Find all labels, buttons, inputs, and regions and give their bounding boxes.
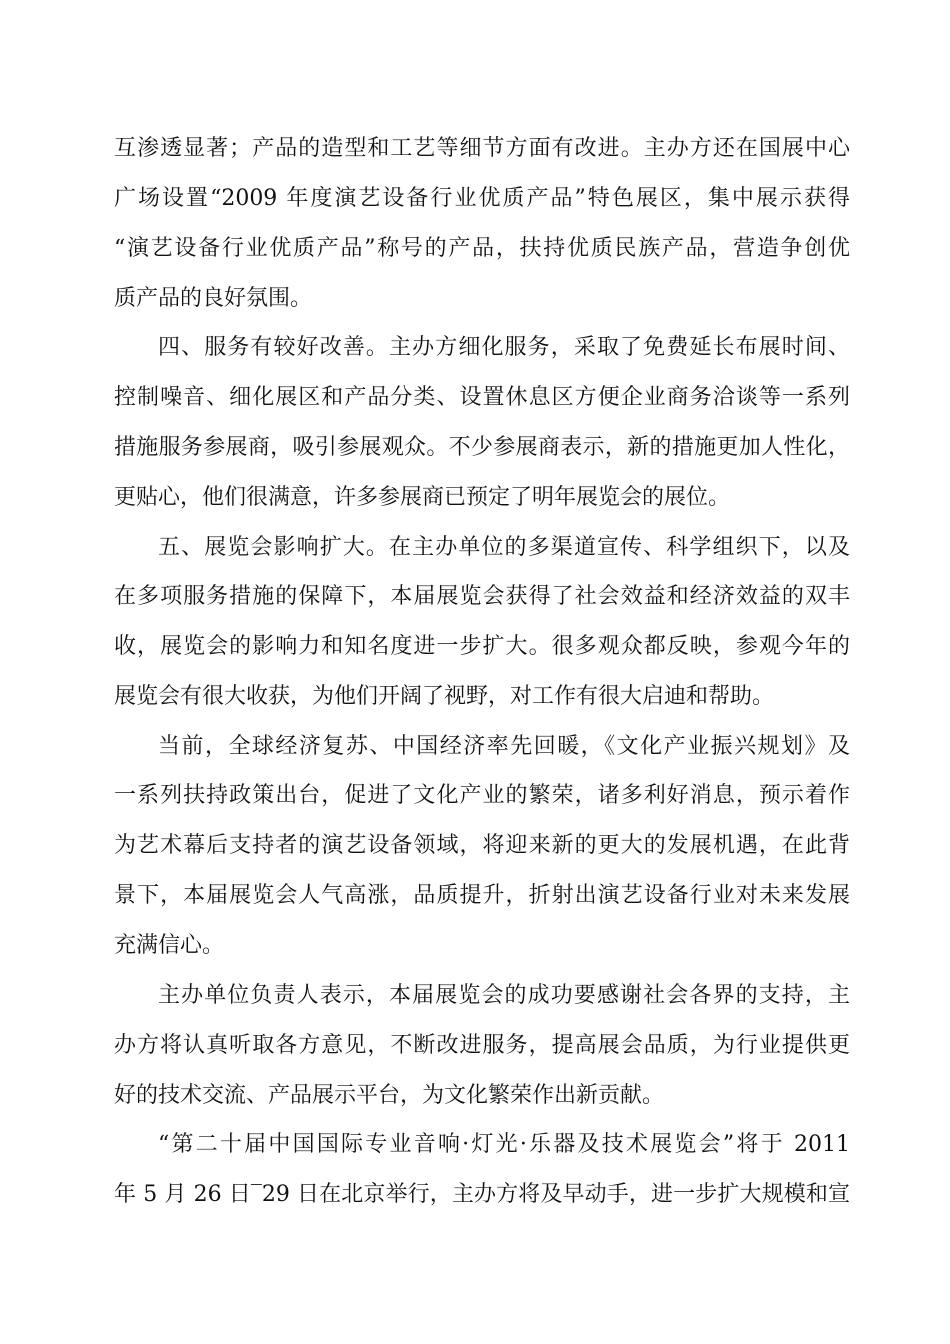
text-line: 广场设置“2009 年度演艺设备行业优质产品”特色展区，集中展示获得 [114,186,850,211]
text-line: 控制噪音、细化展区和产品分类、设置休息区方便企业商务洽谈等一系列 [114,385,850,410]
text-line: 收，展览会的影响力和知名度进一步扩大。很多观众都反映，参观今年的 [114,634,850,659]
text-line: 为艺术幕后支持者的演艺设备领域，将迎来新的更大的发展机遇，在此背 [114,833,850,858]
text-line: 展览会有很大收获，为他们开阔了视野，对工作有很大启迪和帮助。 [114,684,775,709]
text-line: 年 5 月 26 日‾29 日在北京举行，主办方将及早动手，进一步扩大规模和宣 [114,1182,850,1207]
paragraph-start-line: 主办单位负责人表示，本届展览会的成功要感谢社会各界的支持，主 [158,983,850,1008]
text-line: 景下，本届展览会人气高涨，品质提升，折射出演艺设备行业对未来发展 [114,883,850,908]
text-line: 充满信心。 [114,933,225,958]
paragraph-start-line: 五、展览会影响扩大。在主办单位的多渠道宣传、科学组织下，以及 [158,535,850,560]
text-line: 质产品的良好氛围。 [114,286,313,311]
text-line: 一系列扶持政策出台，促进了文化产业的繁荣，诸多利好消息，预示着作 [114,783,850,808]
text-line: 互渗透显著；产品的造型和工艺等细节方面有改进。主办方还在国展中心 [114,136,850,161]
text-line: 更贴心，他们很满意，许多参展商已预定了明年展览会的展位。 [114,485,731,510]
paragraph-start-line: 当前，全球经济复苏、中国经济率先回暖，《文化产业振兴规划》及 [158,734,850,759]
paragraph-start-line: 四、服务有较好改善。主办方细化服务，采取了免费延长布展时间、 [158,335,850,360]
text-line: 在多项服务措施的保障下，本届展览会获得了社会效益和经济效益的双丰 [114,584,850,609]
text-line: 措施服务参展商，吸引参展观众。不少参展商表示，新的措施更加人性化， [114,435,850,460]
text-line: 办方将认真听取各方意见，不断改进服务，提高展会品质，为行业提供更 [114,1033,850,1058]
paragraph-start-line: “第二十届中国国际专业音响·灯光·乐器及技术展览会”将于 2011 [158,1132,850,1157]
text-line: 好的技术交流、产品展示平台，为文化繁荣作出新贡献。 [114,1083,665,1108]
text-line: “演艺设备行业优质产品”称号的产品，扶持优质民族产品，营造争创优 [114,236,850,261]
